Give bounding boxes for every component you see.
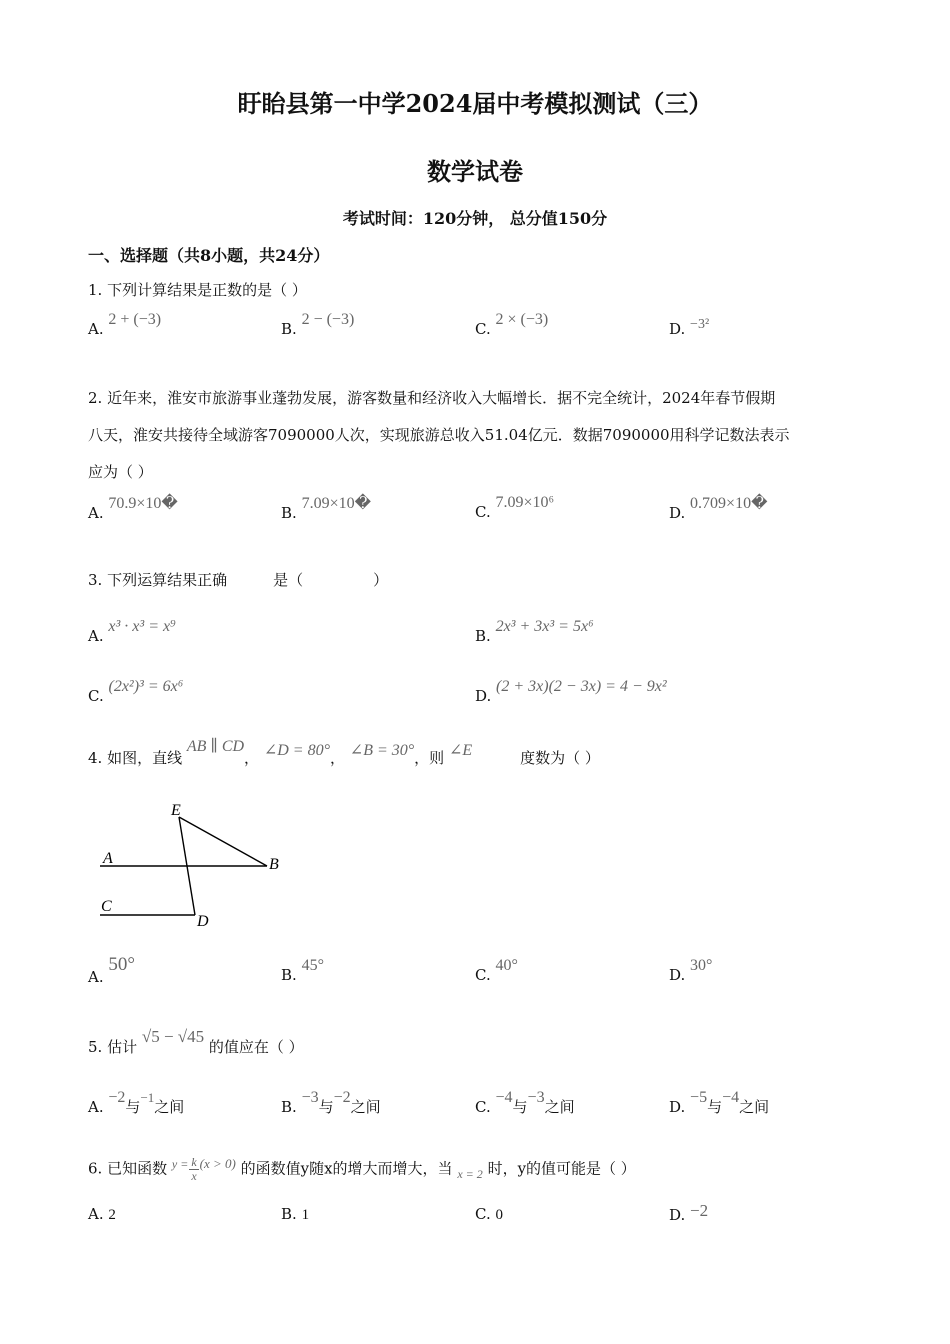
q6-condition: x = 2 bbox=[457, 1166, 483, 1181]
q4-option-c bbox=[475, 957, 518, 985]
option-text: 与 bbox=[125, 1098, 141, 1116]
option-expr: 2 + (−3) bbox=[108, 311, 162, 328]
q4-stem-part: 4. 如图，直线 bbox=[88, 749, 183, 767]
option-value-b: −3 bbox=[527, 1089, 545, 1106]
option-label: A. bbox=[88, 1205, 104, 1223]
exam-title: 盱眙县第一中学2024届中考模拟测试（三） bbox=[237, 89, 713, 118]
option-label: A. bbox=[88, 504, 104, 522]
geometry-figure bbox=[95, 795, 295, 935]
option-label: D. bbox=[669, 1206, 686, 1224]
option-text: 之间 bbox=[350, 1098, 381, 1116]
q5-option-a bbox=[88, 1089, 185, 1117]
option-label: C. bbox=[475, 320, 491, 338]
option-expr: 30° bbox=[690, 957, 713, 974]
option-value-a: −3 bbox=[301, 1089, 319, 1106]
option-value-b: −1 bbox=[140, 1090, 155, 1105]
option-expr: 2 − (−3) bbox=[301, 311, 355, 328]
exam-subtitle: 数学试卷 bbox=[427, 157, 523, 186]
option-expr: 2x³ + 3x³ = 5x⁶ bbox=[495, 618, 594, 635]
option-label: C. bbox=[475, 503, 491, 521]
q4-cond-angle-d: ∠D = 80° bbox=[263, 742, 330, 759]
q4-option-b bbox=[281, 957, 324, 985]
q6-option-d bbox=[669, 1201, 709, 1225]
q2-option-d bbox=[669, 495, 768, 523]
q6-function-numerator: k bbox=[191, 1155, 197, 1169]
q6-option-b bbox=[281, 1205, 309, 1224]
q2-option-a bbox=[88, 495, 178, 523]
q3-option-b bbox=[475, 618, 594, 646]
option-expr: 40° bbox=[495, 957, 518, 974]
q1-option-c bbox=[475, 311, 549, 339]
q6-stem-part: 时，y的值可能是（ ） bbox=[487, 1159, 636, 1178]
q5-stem bbox=[88, 1027, 304, 1057]
option-label: D. bbox=[669, 504, 686, 522]
q4-cond-parallel: AB ∥ CD bbox=[186, 738, 245, 755]
q6-function-lhs: y = bbox=[171, 1156, 189, 1171]
q6-stem-part: 的函数值y随x的增大而增大，当 bbox=[240, 1159, 453, 1178]
option-expr: (2 + 3x)(2 − 3x) = 4 − 9x² bbox=[496, 678, 667, 695]
q3-option-c bbox=[88, 678, 184, 706]
option-label: D. bbox=[669, 1098, 686, 1116]
option-text: 之间 bbox=[544, 1098, 575, 1116]
option-expr: 45° bbox=[301, 957, 324, 974]
option-label: C. bbox=[475, 966, 491, 984]
q6-function-condition: (x > 0) bbox=[199, 1155, 236, 1171]
label-c: C bbox=[101, 898, 112, 915]
q3-stem-part: 是（ bbox=[273, 571, 304, 589]
q6-function-fraction bbox=[189, 1156, 198, 1183]
q4-stem-part: 度数为（ ） bbox=[520, 749, 600, 767]
option-value-a: −2 bbox=[108, 1089, 126, 1106]
segment-eb bbox=[179, 817, 267, 866]
q5-option-c bbox=[475, 1089, 575, 1117]
q1-stem: 1. 下列计算结果是正数的是（ ） bbox=[88, 281, 307, 299]
q6-stem bbox=[88, 1156, 636, 1183]
q5-option-b bbox=[281, 1089, 381, 1117]
q6-option-a bbox=[88, 1205, 116, 1224]
option-expr: 50° bbox=[108, 954, 135, 975]
option-expr: x³ · x³ = x⁹ bbox=[108, 618, 176, 635]
option-label: C. bbox=[475, 1205, 491, 1223]
q6-stem-part: 6. 已知函数 bbox=[88, 1159, 168, 1178]
option-expr: 70.9×10� bbox=[108, 495, 178, 512]
exam-info: 考试时间：120分钟， 总分值150分 bbox=[342, 209, 608, 228]
option-text: 之间 bbox=[154, 1098, 185, 1116]
q4-cond-angle-b: ∠B = 30° bbox=[349, 742, 415, 759]
option-expr: 0 bbox=[495, 1207, 503, 1223]
option-text: 之间 bbox=[739, 1098, 770, 1116]
option-text: 与 bbox=[707, 1098, 723, 1116]
q5-stem-part: 的值应在（ ） bbox=[208, 1038, 304, 1056]
q4-stem bbox=[88, 738, 600, 768]
option-text: 与 bbox=[512, 1098, 528, 1116]
option-value-b: −4 bbox=[722, 1089, 740, 1106]
option-expr: 2 × (−3) bbox=[495, 311, 549, 328]
q4-stem-part: ， bbox=[330, 749, 346, 767]
option-value-a: −4 bbox=[495, 1089, 513, 1106]
option-label: C. bbox=[88, 687, 104, 705]
label-a: A bbox=[103, 850, 113, 867]
q5-stem-part: 5. 估计 bbox=[88, 1038, 138, 1056]
q2-option-c bbox=[475, 494, 555, 522]
q3-option-a bbox=[88, 618, 176, 646]
option-label: A. bbox=[88, 1098, 104, 1116]
q4-cond-angle-e: ∠E bbox=[448, 742, 473, 759]
q2-line-3: 应为（ ） bbox=[88, 463, 153, 481]
option-expr: 1 bbox=[301, 1207, 310, 1223]
option-value-a: −5 bbox=[690, 1089, 708, 1106]
option-value-b: −2 bbox=[333, 1089, 351, 1106]
label-b: B bbox=[269, 856, 279, 873]
q4-option-d bbox=[669, 957, 713, 985]
q3-stem bbox=[88, 569, 388, 590]
option-expr: 2 bbox=[108, 1207, 116, 1223]
q2-line-1: 2. 近年来，淮安市旅游事业蓬勃发展，游客数量和经济收入大幅增长．据不完全统计，2024年春节假期 bbox=[88, 389, 776, 407]
option-label: A. bbox=[88, 627, 104, 645]
option-label: D. bbox=[669, 966, 686, 984]
q5-expression: √5 − √45 bbox=[141, 1027, 205, 1046]
q3-stem-part: ） bbox=[373, 571, 389, 589]
option-expr: 7.09×10⁶ bbox=[495, 494, 555, 511]
option-expr: 0.709×10� bbox=[690, 495, 768, 512]
q6-function-denominator: x bbox=[191, 1169, 197, 1183]
q1-option-d bbox=[669, 317, 710, 339]
option-text: 与 bbox=[318, 1098, 334, 1116]
section-heading: 一、选择题（共8小题，共24分） bbox=[88, 246, 330, 265]
q4-stem-part: ，则 bbox=[414, 749, 445, 767]
q2-line-2: 八天，淮安共接待全域游客7090000人次，实现旅游总收入51.04亿元．数据7090000用科学记数法表示 bbox=[88, 426, 790, 444]
q4-stem-part: ， bbox=[244, 749, 260, 767]
option-label: D. bbox=[475, 687, 492, 705]
option-label: B. bbox=[281, 504, 297, 522]
option-label: B. bbox=[281, 320, 297, 338]
option-expr: −2 bbox=[690, 1201, 709, 1220]
label-e: E bbox=[171, 802, 181, 819]
label-d: D bbox=[197, 913, 209, 930]
q3-stem-part: 3. 下列运算结果正确 bbox=[88, 571, 228, 589]
option-expr: (2x²)³ = 6x⁶ bbox=[108, 678, 184, 695]
q6-option-c bbox=[475, 1205, 503, 1224]
q5-option-d bbox=[669, 1089, 770, 1117]
option-label: D. bbox=[669, 320, 686, 338]
option-expr: −3² bbox=[690, 317, 710, 332]
option-label: B. bbox=[281, 966, 297, 984]
q2-option-b bbox=[281, 495, 372, 523]
q1-option-a bbox=[88, 311, 162, 339]
q1-option-b bbox=[281, 311, 355, 339]
option-label: B. bbox=[281, 1205, 297, 1223]
q2-stem bbox=[88, 380, 858, 491]
option-label: A. bbox=[88, 968, 104, 986]
option-label: C. bbox=[475, 1098, 491, 1116]
option-label: A. bbox=[88, 320, 104, 338]
option-label: B. bbox=[281, 1098, 297, 1116]
q4-option-a bbox=[88, 954, 135, 988]
option-label: B. bbox=[475, 627, 491, 645]
option-expr: 7.09×10� bbox=[301, 495, 372, 512]
q3-option-d bbox=[475, 678, 667, 706]
